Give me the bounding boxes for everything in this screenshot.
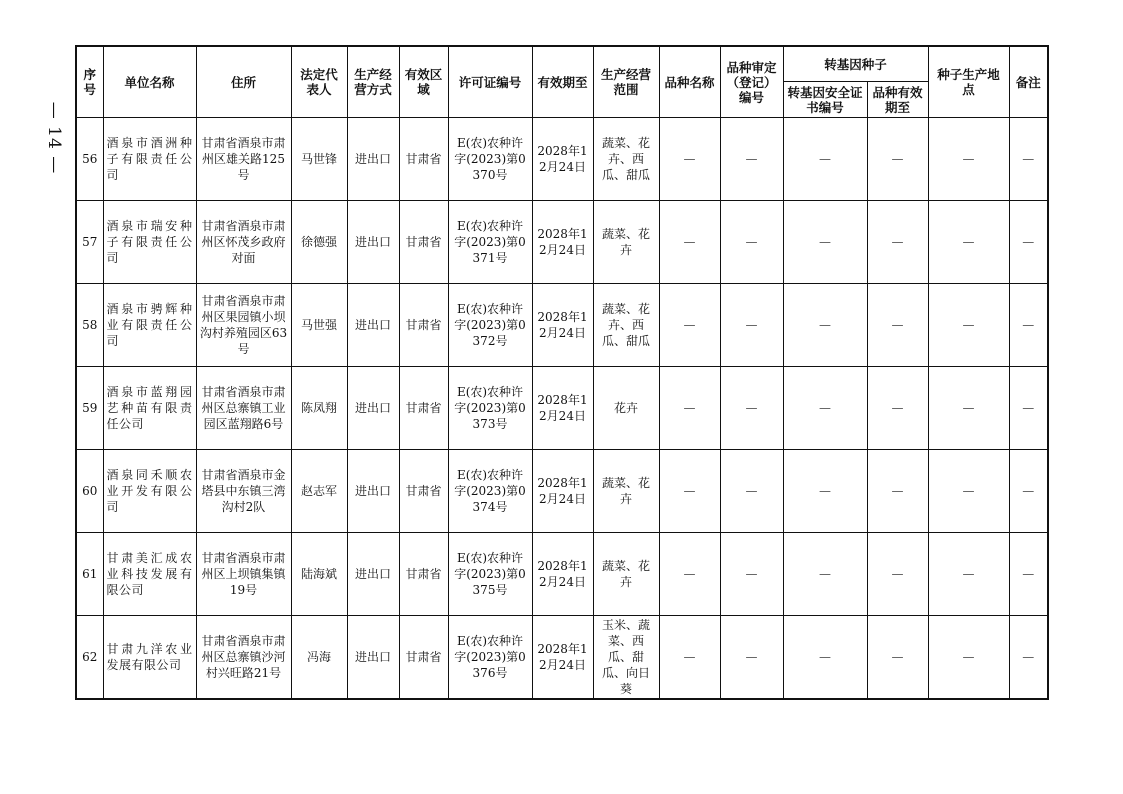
header-production-scope: 生产经营范围 [593, 46, 659, 118]
cell-seed-production-place: — [928, 450, 1009, 533]
cell-variety-approval-number: — [720, 616, 783, 699]
cell-variety-valid-until: — [867, 533, 928, 616]
cell-production-scope: 蔬菜、花卉 [593, 533, 659, 616]
cell-address: 甘肃省酒泉市肃州区总寨镇沙河村兴旺路21号 [196, 616, 291, 699]
cell-valid-region: 甘肃省 [399, 533, 448, 616]
cell-production-mode: 进出口 [347, 367, 399, 450]
cell-valid-until: 2028年12月24日 [532, 201, 593, 284]
license-table-container [75, 45, 1047, 700]
cell-valid-region: 甘肃省 [399, 118, 448, 201]
header-seq: 序号 [76, 46, 103, 118]
cell-seed-production-place: — [928, 118, 1009, 201]
cell-remarks: — [1009, 616, 1048, 699]
cell-variety-valid-until: — [867, 616, 928, 699]
cell-seed-production-place: — [928, 533, 1009, 616]
table-row [76, 533, 1048, 616]
cell-seq: 59 [76, 367, 103, 450]
table-body [76, 118, 1048, 699]
cell-remarks: — [1009, 201, 1048, 284]
cell-variety-valid-until: — [867, 201, 928, 284]
cell-unit-name: 酒泉市酒洲种子有限责任公司 [103, 118, 196, 201]
table-header [76, 46, 1048, 118]
header-production-mode: 生产经营方式 [347, 46, 399, 118]
cell-variety-name: — [659, 201, 720, 284]
cell-valid-until: 2028年12月24日 [532, 367, 593, 450]
table-row [76, 284, 1048, 367]
cell-valid-until: 2028年12月24日 [532, 118, 593, 201]
cell-legal-representative: 陆海斌 [291, 533, 347, 616]
cell-production-mode: 进出口 [347, 533, 399, 616]
cell-gm-safety-certificate: — [783, 533, 867, 616]
cell-unit-name: 酒泉市瑞安种子有限责任公司 [103, 201, 196, 284]
cell-legal-representative: 陈凤翔 [291, 367, 347, 450]
cell-production-scope: 蔬菜、花卉、西瓜、甜瓜 [593, 284, 659, 367]
cell-valid-region: 甘肃省 [399, 284, 448, 367]
cell-valid-region: 甘肃省 [399, 201, 448, 284]
cell-production-mode: 进出口 [347, 616, 399, 699]
header-address: 住所 [196, 46, 291, 118]
cell-license-number: E(农)农种许字(2023)第0370号 [448, 118, 532, 201]
header-seed-production-place: 种子生产地点 [928, 46, 1009, 118]
cell-license-number: E(农)农种许字(2023)第0375号 [448, 533, 532, 616]
cell-unit-name: 甘肃九洋农业发展有限公司 [103, 616, 196, 699]
cell-gm-safety-certificate: — [783, 450, 867, 533]
cell-valid-region: 甘肃省 [399, 616, 448, 699]
cell-seq: 61 [76, 533, 103, 616]
cell-seq: 58 [76, 284, 103, 367]
cell-variety-valid-until: — [867, 284, 928, 367]
table-row [76, 118, 1048, 201]
cell-address: 甘肃省酒泉市肃州区怀茂乡政府对面 [196, 201, 291, 284]
header-valid-region: 有效区域 [399, 46, 448, 118]
header-variety-approval-number: 品种审定（登记）编号 [720, 46, 783, 118]
table-row [76, 616, 1048, 699]
cell-seq: 60 [76, 450, 103, 533]
header-gm-safety-certificate: 转基因安全证书编号 [783, 82, 867, 118]
cell-production-mode: 进出口 [347, 118, 399, 201]
cell-seq: 56 [76, 118, 103, 201]
cell-legal-representative: 冯海 [291, 616, 347, 699]
header-variety-valid-until: 品种有效期至 [867, 82, 928, 118]
cell-production-mode: 进出口 [347, 450, 399, 533]
table-row [76, 201, 1048, 284]
cell-seed-production-place: — [928, 616, 1009, 699]
cell-variety-name: — [659, 533, 720, 616]
cell-variety-approval-number: — [720, 118, 783, 201]
header-unit-name: 单位名称 [103, 46, 196, 118]
cell-production-mode: 进出口 [347, 201, 399, 284]
cell-gm-safety-certificate: — [783, 118, 867, 201]
cell-gm-safety-certificate: — [783, 201, 867, 284]
cell-unit-name: 酒泉市骋辉种业有限责任公司 [103, 284, 196, 367]
seed-license-table [75, 45, 1049, 700]
cell-gm-safety-certificate: — [783, 367, 867, 450]
cell-variety-valid-until: — [867, 450, 928, 533]
cell-unit-name: 酒泉同禾顺农业开发有限公司 [103, 450, 196, 533]
cell-variety-valid-until: — [867, 118, 928, 201]
table-row [76, 367, 1048, 450]
cell-license-number: E(农)农种许字(2023)第0376号 [448, 616, 532, 699]
cell-license-number: E(农)农种许字(2023)第0374号 [448, 450, 532, 533]
cell-gm-safety-certificate: — [783, 284, 867, 367]
cell-seq: 62 [76, 616, 103, 699]
cell-production-scope: 蔬菜、花卉、西瓜、甜瓜 [593, 118, 659, 201]
table-row [76, 450, 1048, 533]
cell-license-number: E(农)农种许字(2023)第0371号 [448, 201, 532, 284]
header-license-number: 许可证编号 [448, 46, 532, 118]
cell-variety-approval-number: — [720, 367, 783, 450]
cell-production-mode: 进出口 [347, 284, 399, 367]
cell-variety-name: — [659, 367, 720, 450]
cell-valid-region: 甘肃省 [399, 367, 448, 450]
cell-address: 甘肃省酒泉市肃州区雄关路125号 [196, 118, 291, 201]
cell-valid-until: 2028年12月24日 [532, 616, 593, 699]
header-remarks: 备注 [1009, 46, 1048, 118]
header-valid-until: 有效期至 [532, 46, 593, 118]
cell-production-scope: 蔬菜、花卉 [593, 201, 659, 284]
cell-valid-until: 2028年12月24日 [532, 284, 593, 367]
cell-legal-representative: 马世锋 [291, 118, 347, 201]
cell-legal-representative: 马世强 [291, 284, 347, 367]
cell-variety-approval-number: — [720, 201, 783, 284]
cell-address: 甘肃省酒泉市肃州区果园镇小坝沟村养殖园区63号 [196, 284, 291, 367]
cell-license-number: E(农)农种许字(2023)第0373号 [448, 367, 532, 450]
cell-variety-name: — [659, 118, 720, 201]
cell-valid-until: 2028年12月24日 [532, 450, 593, 533]
header-legal-representative: 法定代表人 [291, 46, 347, 118]
cell-variety-approval-number: — [720, 284, 783, 367]
cell-remarks: — [1009, 118, 1048, 201]
cell-license-number: E(农)农种许字(2023)第0372号 [448, 284, 532, 367]
cell-remarks: — [1009, 533, 1048, 616]
cell-remarks: — [1009, 367, 1048, 450]
cell-legal-representative: 徐德强 [291, 201, 347, 284]
cell-production-scope: 蔬菜、花卉 [593, 450, 659, 533]
cell-variety-approval-number: — [720, 450, 783, 533]
cell-legal-representative: 赵志军 [291, 450, 347, 533]
cell-seed-production-place: — [928, 284, 1009, 367]
cell-unit-name: 酒泉市蓝翔园艺种苗有限责任公司 [103, 367, 196, 450]
cell-seq: 57 [76, 201, 103, 284]
cell-remarks: — [1009, 450, 1048, 533]
cell-unit-name: 甘肃美汇成农业科技发展有限公司 [103, 533, 196, 616]
cell-production-scope: 玉米、蔬菜、西瓜、甜瓜、向日葵 [593, 616, 659, 699]
cell-valid-until: 2028年12月24日 [532, 533, 593, 616]
cell-address: 甘肃省酒泉市肃州区总寨镇工业园区蓝翔路6号 [196, 367, 291, 450]
cell-variety-name: — [659, 616, 720, 699]
cell-gm-safety-certificate: — [783, 616, 867, 699]
cell-variety-approval-number: — [720, 533, 783, 616]
header-gm-seed-group: 转基因种子 [783, 46, 928, 82]
page-number: — 14 — [44, 101, 64, 175]
cell-seed-production-place: — [928, 201, 1009, 284]
cell-variety-name: — [659, 284, 720, 367]
cell-address: 甘肃省酒泉市金塔县中东镇三湾沟村2队 [196, 450, 291, 533]
cell-remarks: — [1009, 284, 1048, 367]
cell-address: 甘肃省酒泉市肃州区上坝镇集镇19号 [196, 533, 291, 616]
cell-valid-region: 甘肃省 [399, 450, 448, 533]
cell-variety-name: — [659, 450, 720, 533]
cell-production-scope: 花卉 [593, 367, 659, 450]
cell-variety-valid-until: — [867, 367, 928, 450]
cell-seed-production-place: — [928, 367, 1009, 450]
header-variety-name: 品种名称 [659, 46, 720, 118]
